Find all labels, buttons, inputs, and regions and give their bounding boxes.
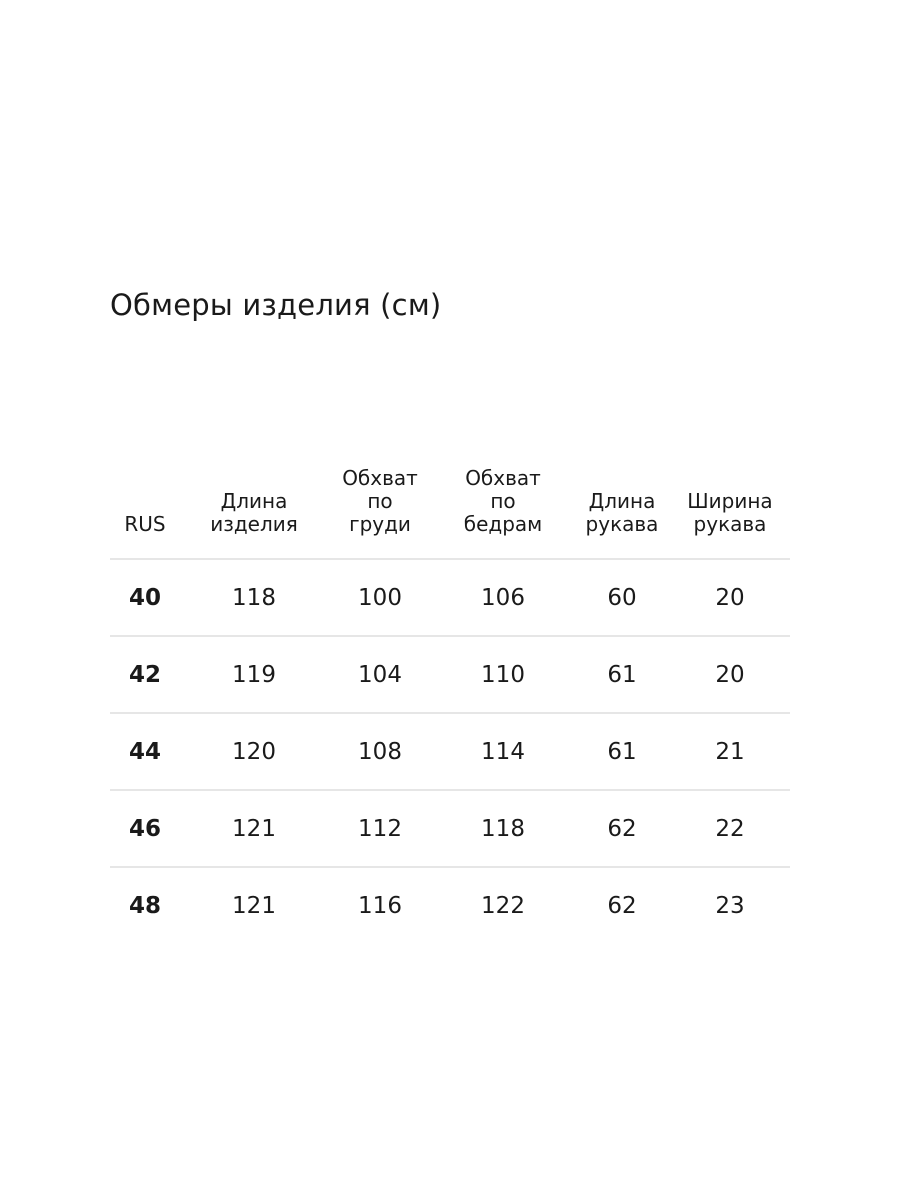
sleeve-length-cell: 61 xyxy=(574,713,670,790)
chest-cell: 112 xyxy=(328,790,432,867)
hip-cell: 114 xyxy=(432,713,574,790)
chest-cell: 100 xyxy=(328,559,432,636)
sleeve-length-cell: 60 xyxy=(574,559,670,636)
header-size-rus: RUS xyxy=(110,438,180,559)
hip-cell: 122 xyxy=(481,892,525,919)
table-header-row xyxy=(110,438,790,559)
length-cell: 118 xyxy=(180,559,328,636)
header-length: Длина изделия xyxy=(180,438,328,559)
table-row xyxy=(110,790,790,867)
sleeve-width-cell: 23 xyxy=(715,892,745,919)
length-cell: 121 xyxy=(232,892,276,919)
length-cell: 121 xyxy=(180,790,328,867)
length-cell: 119 xyxy=(180,636,328,713)
size-cell: 48 xyxy=(128,892,161,919)
sleeve-length-cell: 61 xyxy=(574,636,670,713)
sleeve-width-cell: 21 xyxy=(670,713,790,790)
table-row xyxy=(110,559,790,636)
table-row xyxy=(110,713,790,790)
header-chest-girth: Обхват по груди xyxy=(328,438,432,559)
size-chart-table xyxy=(110,438,790,943)
size-cell: 46 xyxy=(110,790,180,867)
table-row xyxy=(110,867,790,943)
size-cell: 42 xyxy=(110,636,180,713)
hip-cell: 110 xyxy=(432,636,574,713)
header-hip-girth: Обхват по бедрам xyxy=(432,438,574,559)
sleeve-width-cell: 20 xyxy=(670,559,790,636)
header-sleeve-width: Ширина рукава xyxy=(670,438,790,559)
chest-cell: 104 xyxy=(328,636,432,713)
header-sleeve-length: Длина рукава xyxy=(574,438,670,559)
chest-cell: 108 xyxy=(328,713,432,790)
sleeve-length-cell: 62 xyxy=(574,790,670,867)
sleeve-width-cell: 22 xyxy=(670,790,790,867)
length-cell: 120 xyxy=(180,713,328,790)
chest-cell: 116 xyxy=(358,892,402,919)
table-row xyxy=(110,636,790,713)
hip-cell: 106 xyxy=(432,559,574,636)
size-cell: 44 xyxy=(110,713,180,790)
page-title: Обмеры изделия (см) xyxy=(110,288,442,322)
sleeve-width-cell: 20 xyxy=(670,636,790,713)
sleeve-length-cell: 62 xyxy=(607,892,637,919)
size-cell: 40 xyxy=(110,559,180,636)
hip-cell: 118 xyxy=(432,790,574,867)
